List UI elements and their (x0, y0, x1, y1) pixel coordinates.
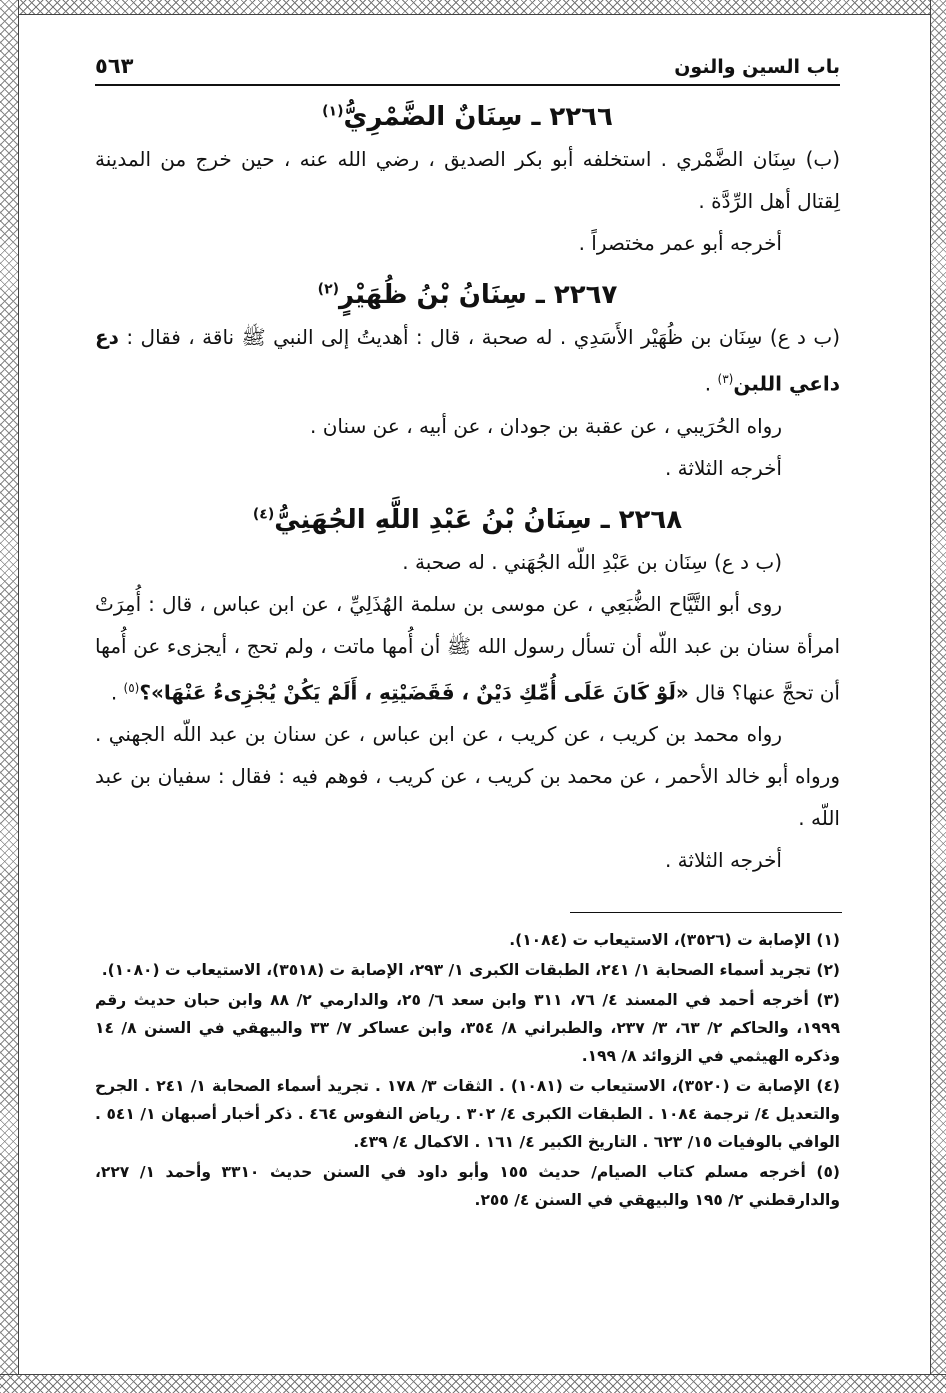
entry-paragraph: أخرجه أبو عمر مختصراً . (578, 231, 782, 255)
entry-title-text: ٢٢٦٨ ـ سِنَانُ بْنُ عَبْدِ اللَّهِ الجُهَنِيُّ (274, 504, 683, 535)
running-header (95, 50, 840, 86)
entry-paragraph: رواه محمد بن كريب ، عن كريب ، عن ابن عباس ، عن سنان بن عبد اللّه الجهني . ورواه أبو خالد الأحمر ، عن محمد بن كريب ، عن كريب ، فوهم فيه : فقال : سفيان بن عبد اللّه . (95, 722, 840, 831)
entry-2268 (95, 505, 840, 882)
entry-title-text: ٢٢٦٦ ـ سِنَانٌ الضَّمْرِيُّ (343, 102, 613, 132)
decorative-border-right (930, 0, 946, 1392)
running-title: باب السين والنون (674, 56, 840, 78)
footnote-separator (570, 912, 842, 913)
entry-paragraph (95, 316, 840, 405)
entry-paragraph: أخرجه الثلاثة . (664, 848, 782, 873)
footnote-ref: (٢) (317, 281, 340, 298)
entry-paragraph: رواه الحُرَيبي ، عن عقبة بن جودان ، عن أبيه ، عن سنان . (310, 413, 782, 438)
entry-paragraph-text: (ب د ع) سِنَان بن ظُهَيْر الأَسَدِي . له صحبة ، قال : أهديتُ إلى النبي ﷺ ناقة ، فقال : (126, 325, 841, 349)
footnotes (95, 926, 840, 1216)
footnote-5: (٥) أخرجه مسلم كتاب الصيام/ حديث ١٥٥ وأبو داود في السنن حديث ٣٣١٠ وأحمد ١/ ٢٢٧، والدارقطني ٢/ ١٩٥ والبيهقي في السنن ٤/ ٢٥٥. (95, 1163, 840, 1209)
entry-2266 (95, 102, 840, 264)
footnote-1: (١) الإصابة ت (٣٥٢٦)، الاستيعاب ت (١٠٨٤). (509, 931, 840, 949)
footnote-2: (٢) تجريد أسماء الصحابة ١/ ٢٤١، الطبقات الكبرى ١/ ٢٩٣، الإصابة ت (٣٥١٨)، الاستيعاب ت (١٠٨٠). (101, 961, 840, 979)
entry-paragraph: (ب) سِنَان الضَّمْري . استخلفه أبو بكر الصديق ، رضي الله عنه ، حين خرج من المدينة لِقتال أهل الرِّدَّة . (95, 147, 840, 213)
hadith-text: «لَوْ كَانَ عَلَى أُمِّكِ دَيْنٌ ، فَقَضَيْتِهِ ، أَلَمْ يَكُنْ يُجْزِىءُ عَنْهَا»؟ (139, 680, 689, 705)
entry-2267 (95, 280, 840, 489)
footnote-4: (٤) الإصابة ت (٣٥٢٠)، الاستيعاب ت (١٠٨١) . الثقات ٣/ ١٧٨ . تجريد أسماء الصحابة ١/ ٢٤١ . الجرح والتعديل ٤/ ترجمة ١٠٨٤ . الطبقات الكبرى ٤/ ٣٠٢ . رياض النفوس ٤٦٤ . ذكر أخبار أصبهان ١/ ٥٤١ . الوافي بالوفيات ١٥/ ٦٢٣ . التاريخ الكبير ٤/ ١٦١ . الاكمال ٤/ ٤٣٩. (95, 1077, 841, 1151)
sentence-end: . (110, 680, 124, 705)
footnote-3: (٣) أخرجه أحمد في المسند ٤/ ٧٦، ٣١١ وابن سعد ٦/ ٢٥، والدارمي ٢/ ٨٨ وابن حبان حديث رقم ١٩٩٩، والحاكم ٢/ ٦٣، ٣/ ٢٣٧، والطبراني ٨/ ٣٥٤، وابن عساكر ٧/ ٣٣ والبيهقي في السنن ٨/ ١٤ وذكره الهيثمي في الزوائد ٨/ ١٩٩. (95, 991, 841, 1065)
entry-title (95, 505, 840, 535)
page-body (95, 50, 840, 881)
entry-title (95, 102, 840, 132)
entry-title (95, 280, 840, 310)
entry-title-text: ٢٢٦٧ ـ سِنَانُ بْنُ ظُهَيْرٍ (339, 280, 618, 310)
entry-paragraph (95, 583, 840, 714)
page-number: ٥٦٣ (95, 54, 134, 78)
prophetic-saying: دع داعي اللبن (95, 325, 840, 396)
entry-paragraph-text: روى أبو التَّيَّاح الضُّبَعِي ، عن موسى بن سلمة الهُذَلِيِّ ، عن ابن عباس ، قال : أُمِرَتْ امرأة سنان بن عبد اللّه أن تسأل رسول الله ﷺ أن أُمها ماتت ، ولم تحج ، أيجزىء عن أُمها أن تحجَّ عنها؟ قال (95, 591, 840, 705)
entry-paragraph: (ب د ع) سِنَان بن عَبْدِ اللّه الجُهَني . له صحبة . (402, 549, 782, 574)
footnote-ref: (١) (322, 103, 344, 120)
footnote-ref: (٤) (252, 506, 275, 522)
footnote-ref: (٥) (123, 680, 140, 695)
entry-paragraph: أخرجه الثلاثة . (664, 455, 782, 480)
decorative-border-top (0, 0, 946, 15)
footnote-ref: (٣) (717, 372, 734, 386)
decorative-border-bottom (0, 1374, 946, 1393)
decorative-border-left (0, 0, 19, 1392)
sentence-end: . (704, 371, 718, 396)
